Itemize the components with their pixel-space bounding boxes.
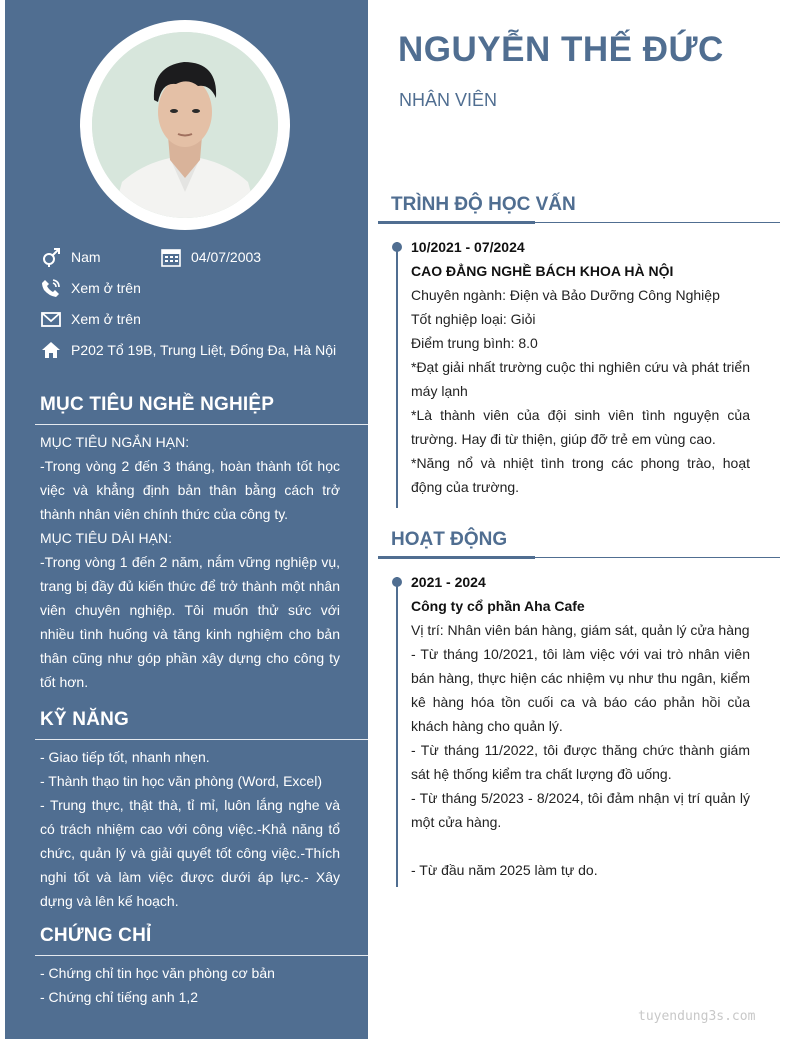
sidebar <box>5 0 368 1039</box>
skills-title: KỸ NĂNG <box>40 709 130 730</box>
watermark: tuyendung3s.com <box>638 1009 756 1024</box>
activity-line: - Từ tháng 5/2023 - 8/2024, tôi đảm nhận vị trí quản lý một cửa hàng. <box>411 790 750 830</box>
activity-period: 2021 - 2024 <box>411 574 486 590</box>
email-row <box>40 308 141 330</box>
skill-line: - Trung thực, thật thà, tỉ mỉ, luôn lắng nghe và có trách nhiệm cao với công việc.-Khả năng tổ chức, quản lý và giải quyết tốt công việc.-Thích nghi tốt và làm việc được dưới áp lực.- Xây dựng và lên kế hoạch. <box>40 797 340 909</box>
phone-row <box>40 277 141 299</box>
objective-line: -Trong vòng 2 đến 3 tháng, hoàn thành tốt học việc và khẳng định bản thân bằng cách trở thành nhân viên chính thức của công ty. <box>40 458 340 522</box>
education-title: TRÌNH ĐỘ HỌC VẤN <box>391 194 576 215</box>
calendar-icon <box>160 246 182 268</box>
activities-timeline <box>396 577 398 887</box>
profile-photo <box>92 32 278 218</box>
skills-text <box>40 745 340 913</box>
mail-icon <box>40 308 62 330</box>
activity-line: - Từ tháng 11/2022, tôi được thăng chức thành giám sát hệ thống kiểm tra chất lượng đồ uống. <box>411 742 750 782</box>
home-icon <box>40 339 62 361</box>
activities-timeline-dot <box>392 577 402 587</box>
education-timeline <box>396 242 398 508</box>
activity-line: Vị trí: Nhân viên bán hàng, giám sát, quản lý cửa hàng <box>411 622 750 638</box>
certificates-text <box>40 961 340 1009</box>
education-line: *Là thành viên của đội sinh viên tình nguyện của trường. Hay đi từ thiện, giúp đỡ trẻ em vùng cao. <box>411 407 750 447</box>
activities-title: HOẠT ĐỘNG <box>391 529 508 550</box>
skill-line: - Thành thạo tin học văn phòng (Word, Excel) <box>40 773 322 789</box>
activity-line: - Từ đầu năm 2025 làm tự do. <box>411 862 598 878</box>
candidate-role: NHÂN VIÊN <box>399 90 498 110</box>
activities-divider-accent <box>378 556 535 559</box>
education-line: Chuyên ngành: Điện và Bảo Dưỡng Công Nghiệp <box>411 287 720 303</box>
gender-value: Nam <box>71 249 101 265</box>
education-line: Điểm trung bình: 8.0 <box>411 335 538 351</box>
activity-line <box>411 834 750 858</box>
objective-line: -Trong vòng 1 đến 2 năm, nắm vững nghiệp vụ, trang bị đầy đủ kiến thức để trở thành một nhân viên chuyên nghiệp. Tôi muốn thử sức với nhiều tình huống và tăng kinh nghiệm cho bản thân cũng như góp phần xây dựng cho công ty tốt hơn. <box>40 554 340 690</box>
certificates-title: CHỨNG CHỈ <box>40 925 152 946</box>
certificates-divider <box>35 955 368 956</box>
phone-value: Xem ở trên <box>71 280 141 296</box>
certificate-line: - Chứng chỉ tin học văn phòng cơ bản <box>40 965 275 981</box>
education-period: 10/2021 - 07/2024 <box>411 239 525 255</box>
objective-line: MỤC TIÊU DÀI HẠN: <box>40 530 172 546</box>
birthday-value: 04/07/2003 <box>191 249 262 265</box>
skill-line: - Giao tiếp tốt, nhanh nhẹn. <box>40 749 210 765</box>
email-value: Xem ở trên <box>71 311 141 327</box>
address-value: P202 Tổ 19B, Trung Liệt, Đống Đa, Hà Nội <box>71 342 337 358</box>
education-school: CAO ĐẲNG NGHỀ BÁCH KHOA HÀ NỘI <box>411 263 674 279</box>
education-line: *Đạt giải nhất trường cuộc thi nghiên cứu và phát triển máy lạnh <box>411 359 750 399</box>
education-divider-accent <box>378 221 535 224</box>
address-row <box>40 339 336 361</box>
gender-row <box>40 246 101 268</box>
activity-line: - Từ tháng 10/2021, tôi làm việc với vai trò nhân viên bán hàng, thực hiện các nhiệm vụ như thu ngân, kiểm kê hàng hóa tồn cuối ca và báo cáo phản hồi của khách hàng cho quản lý. <box>411 646 750 734</box>
birthday-row <box>160 246 261 268</box>
avatar <box>92 32 278 218</box>
education-entry <box>411 235 750 499</box>
education-line: Tốt nghiệp loại: Giỏi <box>411 311 536 327</box>
candidate-name: NGUYỄN THẾ ĐỨC <box>398 30 724 69</box>
activity-company: Công ty cổ phần Aha Cafe <box>411 598 585 614</box>
objective-line: MỤC TIÊU NGẮN HẠN: <box>40 434 190 450</box>
education-timeline-dot <box>392 242 402 252</box>
certificate-line: - Chứng chỉ tiếng anh 1,2 <box>40 989 199 1005</box>
skills-divider <box>35 739 368 740</box>
gender-icon <box>40 246 62 268</box>
phone-icon <box>40 277 62 299</box>
education-line: *Năng nổ và nhiệt tình trong các phong trào, hoạt động của trường. <box>411 455 750 495</box>
objective-title: MỤC TIÊU NGHỀ NGHIỆP <box>40 394 275 415</box>
objective-text <box>40 430 340 694</box>
objective-divider <box>35 424 368 425</box>
activity-entry <box>411 570 750 882</box>
